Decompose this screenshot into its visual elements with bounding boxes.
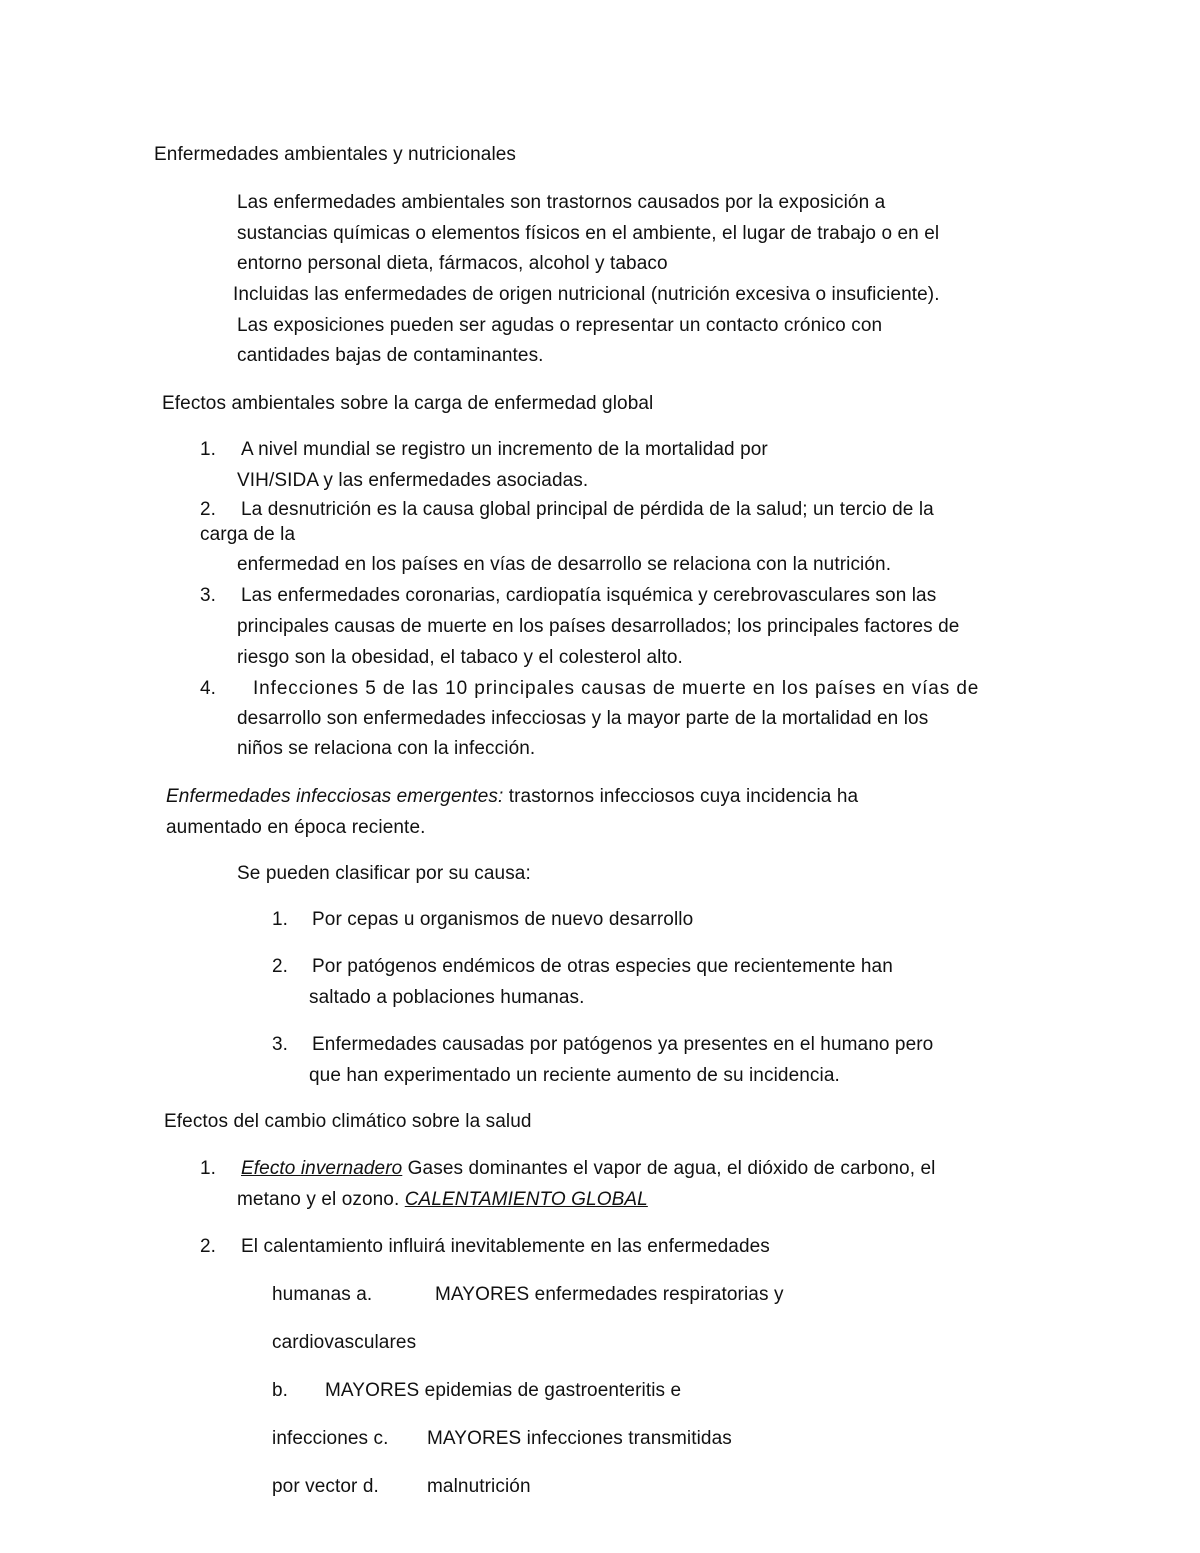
greenhouse-text-cont: metano y el ozono. [237, 1189, 405, 1210]
list-number: 3. [272, 1034, 288, 1055]
list-item-text: Las enfermedades coronarias, cardiopatía isquémica y cerebrovasculares son las [241, 585, 937, 606]
list-number: 1. [200, 1158, 216, 1179]
intro-line: entorno personal dieta, fármacos, alcohol y tabaco [237, 253, 668, 274]
list-item-text: principales causas de muerte en los países desarrollados; los principales factores de [237, 616, 960, 637]
emerging-definition-line: aumentado en época reciente. [166, 817, 426, 838]
classify-intro: Se pueden clasificar por su causa: [237, 863, 531, 884]
sub-item-right: MAYORES infecciones transmitidas [427, 1428, 732, 1449]
list-number: 1. [200, 439, 216, 460]
list-number: 2. [272, 956, 288, 977]
list-item-text: riesgo son la obesidad, el tabaco y el colesterol alto. [237, 647, 683, 668]
sub-item-left: por vector d. [272, 1476, 379, 1497]
list-number: 4. [200, 678, 216, 699]
sub-item-right: malnutrición [427, 1476, 531, 1497]
intro-line: Las exposiciones pueden ser agudas o representar un contacto crónico con [237, 315, 883, 336]
list-item-text: Por patógenos endémicos de otras especies que recientemente han [312, 956, 893, 977]
list-item-text: Infecciones 5 de las 10 principales causas de muerte en los países en vías de [253, 678, 980, 699]
list-number: 1. [272, 909, 288, 930]
list-item-text: carga de la [200, 524, 296, 545]
intro-line: cantidades bajas de contaminantes. [237, 345, 544, 366]
sub-item-left: infecciones c. [272, 1428, 389, 1449]
global-warming-link[interactable]: CALENTAMIENTO GLOBAL [404, 1189, 648, 1210]
emerging-definition-line [166, 785, 858, 809]
list-item-text: Enfermedades causadas por patógenos ya presentes en el humano pero [312, 1034, 934, 1055]
list-item-text [241, 1157, 935, 1181]
emerging-term: Enfermedades infecciosas emergentes: [166, 786, 504, 807]
intro-line: sustancias químicas o elementos físicos en el ambiente, el lugar de trabajo o en el [237, 223, 940, 244]
list-number: 2. [200, 499, 216, 520]
heading-global-burden: Efectos ambientales sobre la carga de enfermedad global [162, 393, 654, 414]
list-item-text: La desnutrición es la causa global principal de pérdida de la salud; un tercio de la [241, 499, 934, 520]
list-number: 2. [200, 1236, 216, 1257]
sub-item-right: MAYORES enfermedades respiratorias y [435, 1284, 784, 1305]
list-item-text: saltado a poblaciones humanas. [309, 987, 585, 1008]
intro-line: Incluidas las enfermedades de origen nutricional (nutrición excesiva o insuficiente). [233, 284, 940, 305]
list-item-text: desarrollo son enfermedades infecciosas y la mayor parte de la mortalidad en los [237, 708, 929, 729]
intro-line: Las enfermedades ambientales son trastornos causados por la exposición a [237, 192, 886, 213]
list-item-text: A nivel mundial se registro un incremento de la mortalidad por [241, 439, 768, 460]
heading-main: Enfermedades ambientales y nutricionales [154, 144, 517, 165]
greenhouse-text: Gases dominantes el vapor de agua, el dióxido de carbono, el [402, 1158, 936, 1179]
sub-item-left: humanas a. [272, 1284, 373, 1305]
list-number: 3. [200, 585, 216, 606]
list-item-text: VIH/SIDA y las enfermedades asociadas. [237, 470, 589, 491]
heading-climate: Efectos del cambio climático sobre la salud [164, 1111, 532, 1132]
sub-item-right: MAYORES epidemias de gastroenteritis e [325, 1380, 682, 1401]
list-item-text: El calentamiento influirá inevitablemente en las enfermedades [241, 1236, 770, 1257]
list-item-text [237, 1188, 648, 1212]
sub-item-left: cardiovasculares [272, 1332, 417, 1353]
emerging-definition: trastornos infecciosos cuya incidencia ha [503, 786, 859, 807]
greenhouse-effect-link[interactable]: Efecto invernadero [241, 1158, 403, 1179]
list-item-text: que han experimentado un reciente aumento de su incidencia. [309, 1065, 840, 1086]
list-item-text: enfermedad en los países en vías de desarrollo se relaciona con la nutrición. [237, 554, 892, 575]
list-item-text: Por cepas u organismos de nuevo desarrollo [312, 909, 694, 930]
sub-item-left: b. [272, 1380, 289, 1401]
list-item-text: niños se relaciona con la infección. [237, 738, 536, 759]
